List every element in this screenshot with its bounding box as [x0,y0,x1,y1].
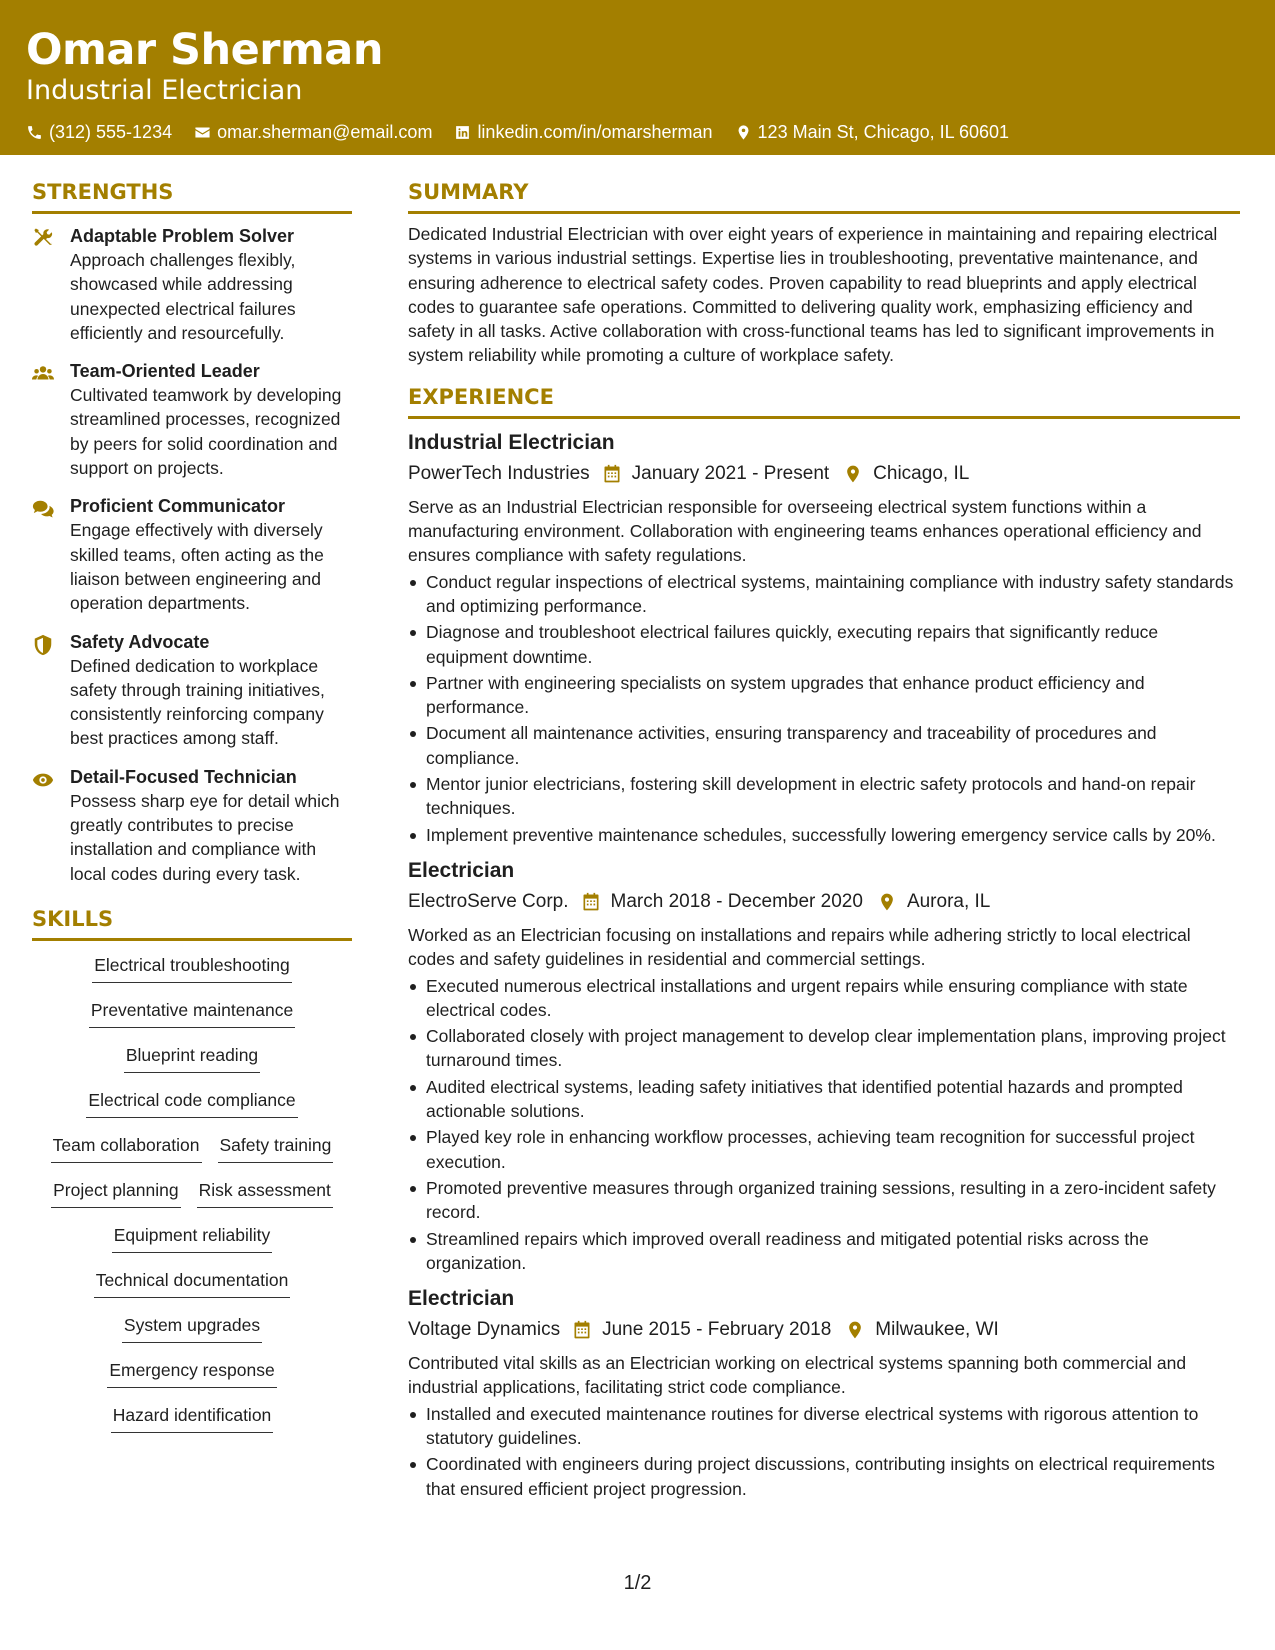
calendar-icon [602,464,622,484]
job-location: Chicago, IL [873,462,970,484]
job-dates: June 2015 - February 2018 [602,1319,832,1341]
skill-row [51,1178,333,1223]
skill-tag: Safety training [218,1133,334,1163]
skill-tag: System upgrades [122,1313,262,1343]
contact-bar [26,120,1249,144]
job-meta [408,1315,1240,1345]
strength-title: Adaptable Problem Solver [70,226,295,246]
job-dates: January 2021 - Present [631,462,830,484]
eye-icon [32,769,54,791]
skill-row [124,1043,260,1088]
skill-tag: Risk assessment [197,1178,333,1208]
job-bullet: Document all maintenance activities, ensuring transparency and traceability of procedures and compliance. [408,721,1240,770]
map-pin-icon [735,124,752,141]
left-column [32,177,352,1448]
job-bullet: Coordinated with engineers during project discussions, contributing insights on electrical requirements that ensured efficient project progression. [408,1452,1240,1501]
company-name: Voltage Dynamics [408,1319,561,1341]
job-bullet: Streamlined repairs which improved overall readiness and mitigated potential risks across the organization. [408,1227,1240,1276]
page-number: 1/2 [623,1572,652,1594]
skill-tag: Team collaboration [51,1133,202,1163]
right-column [408,177,1240,1503]
skill-tag: Preventative maintenance [89,998,295,1028]
contact-email[interactable] [194,120,432,144]
job-bullets [408,1402,1240,1501]
job-entry [408,429,1240,847]
job-bullet: Diagnose and troubleshoot electrical failures quickly, executing repairs that significantly reduce equipment downtime. [408,620,1240,669]
skill-row [112,1223,273,1268]
map-pin-icon [877,892,897,912]
job-title: Industrial Electrician [408,430,615,454]
strength-text: Defined dedication to workplace safety through training initiatives, consistently reinforcing company best practices among staff. [70,655,325,749]
job-location: Milwaukee, WI [875,1319,999,1341]
strength-text: Approach challenges flexibly, showcased while addressing unexpected electrical failures efficiently and resourcefully. [70,250,296,343]
skills-heading: SKILLS [32,904,352,941]
company-name: ElectroServe Corp. [408,890,569,912]
skill-row [107,1358,276,1403]
job-bullet: Mentor junior electricians, fostering skill development in electric safety protocols and hand-on repair techniques. [408,772,1240,821]
job-bullets [408,974,1240,1276]
calendar-icon [581,892,601,912]
strength-item [32,359,352,480]
skill-tag: Equipment reliability [112,1223,273,1253]
users-icon [32,363,54,385]
strength-title: Detail-Focused Technician [70,766,297,787]
job-bullet: Conduct regular inspections of electrical systems, maintaining compliance with industry safety standards and optimizing performance. [408,570,1240,619]
job-title: Electrician [408,858,515,882]
email-link[interactable]: omar.sherman@email.com [217,122,433,142]
skill-tag: Electrical troubleshooting [92,953,292,983]
skill-row [89,998,295,1043]
job-bullet: Played key role in enhancing workflow processes, achieving team recognition for successful project execution. [408,1125,1240,1174]
candidate-name: Omar Sherman [26,25,383,75]
skill-row [111,1403,274,1448]
skill-row [92,953,292,998]
skill-tag: Emergency response [107,1358,276,1388]
strengths-heading: STRENGTHS [32,177,352,214]
skills-list [32,953,352,1448]
job-bullet: Promoted preventive measures through organized training sessions, resulting in a zero-incident safety record. [408,1176,1240,1225]
strength-text: Engage effectively with diversely skilled teams, often acting as the liaison between engineering and operation departments. [70,520,324,614]
contact-linkedin[interactable] [454,120,712,144]
strengths-list [32,224,352,886]
job-entry [408,857,1240,1275]
job-bullet: Collaborated closely with project management to develop clear implementation plans, improving project turnaround times. [408,1024,1240,1073]
skill-tag: Blueprint reading [124,1043,260,1073]
job-dates: March 2018 - December 2020 [610,890,863,912]
strength-item [32,494,352,615]
summary-heading: SUMMARY [408,177,1240,214]
calendar-icon [572,1320,592,1340]
skill-row [94,1268,291,1313]
strength-title: Safety Advocate [70,631,210,652]
address-text: 123 Main St, Chicago, IL 60601 [757,122,1010,142]
contact-phone [26,120,172,144]
strength-text: Cultivated teamwork by developing streamlined processes, recognized by peers for solid coordination and support on projects. [70,385,342,479]
skill-tag: Electrical code compliance [86,1088,297,1118]
linkedin-icon [454,124,471,141]
phone-text: (312) 555-1234 [49,122,173,142]
summary-text: Dedicated Industrial Electrician with over eight years of experience in maintaining and repairing electrical systems in various industrial settings. Expertise lies in troubleshooting, preventative maintenance, and ensuring adherence to electrical safety codes. Proven capability to read blueprints and apply electrical codes to guarantee safe operations. Committed to delivering quality work, emphasizing efficiency and safety in all tasks. Active collaboration with cross-functional teams has led to significant improvements in system reliability while promoting a culture of workplace safety. [408,224,1218,366]
experience-heading: EXPERIENCE [408,382,1240,419]
job-description: Serve as an Industrial Electrician responsible for overseeing electrical system functions within a manufacturing environment. Collaboration with engineering teams enhances operational efficiency and ensures compliance with safety regulations. [408,496,1202,566]
strength-item [32,630,352,751]
skill-row [86,1088,297,1133]
job-bullets [408,570,1240,847]
job-bullet: Audited electrical systems, leading safety initiatives that identified potential hazards and prompted actionable solutions. [408,1075,1240,1124]
job-bullet: Implement preventive maintenance schedules, successfully lowering emergency service calls by 20%. [408,823,1240,847]
strength-title: Proficient Communicator [70,496,286,517]
candidate-title: Industrial Electrician [26,75,303,106]
job-description: Worked as an Electrician focusing on installations and repairs while adhering strictly to local electrical codes and safety guidelines in residential and commercial settings. [408,924,1191,970]
map-pin-icon [845,1320,865,1340]
company-name: PowerTech Industries [408,462,590,484]
job-bullet: Installed and executed maintenance routines for diverse electrical systems with rigorous attention to statutory guidelines. [408,1402,1240,1451]
job-bullet: Partner with engineering specialists on system upgrades that enhance product efficiency and performance. [408,671,1240,720]
strength-item [32,765,352,886]
skill-tag: Project planning [51,1178,181,1208]
job-location: Aurora, IL [906,890,991,912]
skill-row [51,1133,334,1178]
skill-row [122,1313,262,1358]
job-bullet: Executed numerous electrical installations and urgent repairs while ensuring compliance with state electrical codes. [408,974,1240,1023]
job-entry [408,1285,1240,1501]
strength-item [32,224,352,345]
phone-icon [26,124,43,141]
job-title: Electrician [408,1287,515,1311]
strength-text: Possess sharp eye for detail which greatly contributes to precise installation and compliance with local codes during every task. [70,790,340,884]
skill-tag: Technical documentation [94,1268,291,1298]
skill-tag: Hazard identification [111,1403,274,1433]
strength-title: Team-Oriented Leader [70,361,260,382]
job-description: Contributed vital skills as an Electrician working on electrical systems spanning both commercial and industrial applications, facilitating strict code compliance. [408,1353,1187,1398]
comments-icon [32,498,54,520]
map-pin-icon [843,464,863,484]
contact-address [735,120,1010,144]
job-meta [408,459,1240,489]
tools-icon [32,228,54,250]
resume-header [0,0,1275,155]
shield-icon [32,634,54,656]
envelope-icon [194,124,211,141]
linkedin-link[interactable]: linkedin.com/in/omarsherman [477,122,713,142]
job-meta [408,887,1240,917]
